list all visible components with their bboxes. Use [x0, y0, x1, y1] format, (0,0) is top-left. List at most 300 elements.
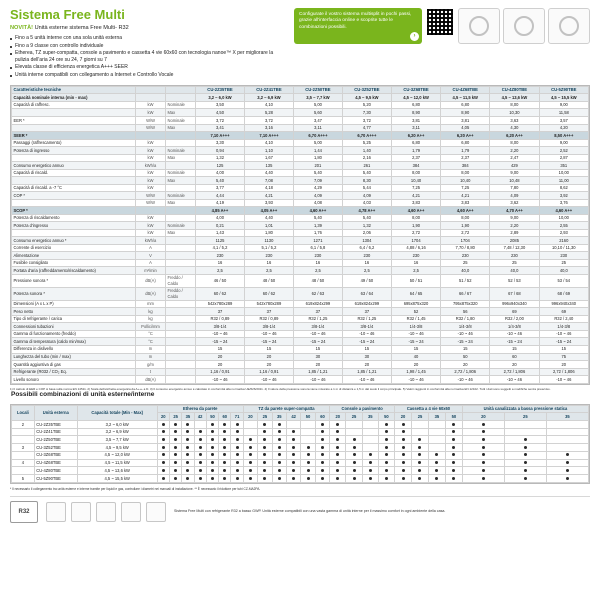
row-label: Potenza sonora * [12, 287, 136, 300]
cell-compat [219, 428, 231, 436]
cell: 7,10 A+++ [196, 132, 245, 140]
compat-dot-icon [223, 430, 226, 433]
row-sub [166, 132, 196, 140]
compat-dot-icon [174, 461, 177, 464]
cell: 4,21 [441, 192, 490, 200]
cell-compat [182, 451, 194, 459]
compat-dot-icon [452, 461, 455, 464]
row-sub [166, 244, 196, 252]
cell: 1,39 [293, 222, 342, 230]
cell-compat [395, 459, 412, 467]
cell: R32 / 0,89 [196, 315, 245, 323]
cell-compat [231, 474, 243, 482]
specifications-table [10, 85, 590, 385]
arrow-right-icon[interactable]: › [410, 32, 419, 41]
footer-text: Sistema Free Multi con refrigerante R32 a basso GWP. Unità esterne compatibili con una vasta gamma di unità interne per il massimo comfort in ogni ambiente della casa. [174, 509, 446, 514]
cell: 384 [391, 162, 440, 170]
compat-dot-icon [482, 477, 485, 480]
cell: 15 [490, 345, 539, 353]
table-row [12, 154, 589, 162]
compat-dot-icon [211, 469, 214, 472]
size-header: 20 [157, 413, 169, 421]
compat-dot-icon [385, 446, 388, 449]
cell-compat [346, 474, 362, 482]
compat-dot-icon [211, 438, 214, 441]
cell-compat [194, 474, 206, 482]
cell: 3,72 [342, 117, 391, 125]
cell-model: CU-3Z52TBE [34, 444, 77, 452]
cell: 6,20 A++ [441, 132, 490, 140]
compat-dot-icon [482, 423, 485, 426]
cell: 40,0 [539, 267, 588, 275]
compat-dot-icon [236, 438, 239, 441]
row-label: EER * [12, 117, 136, 125]
row-sub: Freddo / Caldo [166, 287, 196, 300]
table-row [12, 308, 589, 316]
cell-compat [395, 467, 412, 475]
column-header: CU-5Z90TBE [539, 86, 588, 94]
cell-compat [346, 436, 362, 444]
column-header: CU-3Z68TBE [391, 86, 440, 94]
compat-dot-icon [278, 453, 281, 456]
cell: 8,50 A+++ [539, 132, 588, 140]
row-sub [166, 368, 196, 376]
promo-banner[interactable] [294, 8, 422, 44]
cell-capacity: 3,2 ~ 6,0 kW [77, 421, 157, 429]
cell: 15 [244, 345, 293, 353]
cell-compat [412, 428, 429, 436]
compat-dot-icon [321, 446, 324, 449]
cell-model: CU-5Z90TBE [34, 474, 77, 482]
size-header: 50 [378, 413, 394, 421]
spec-section-title: Caratteristiche tecniche [12, 86, 136, 94]
compat-dot-icon [199, 446, 202, 449]
cell: 3,47 [293, 117, 342, 125]
cell: 69 [539, 308, 588, 316]
cell: 230 [196, 252, 245, 260]
size-header: 20 [330, 413, 346, 421]
cell: 50 [441, 353, 490, 361]
cell-compat [286, 444, 300, 452]
cell: 4,50 [196, 109, 245, 117]
cell-compat [462, 428, 504, 436]
cell: 2,06 [342, 229, 391, 237]
cell: -10 ~ 46 [196, 330, 245, 338]
cell: 1,90 [441, 222, 490, 230]
compat-dot-icon [353, 446, 356, 449]
cell-compat [428, 421, 445, 429]
compat-dot-icon [321, 453, 324, 456]
cell: -10 ~ 46 [293, 330, 342, 338]
row-sub [166, 376, 196, 384]
cell-capacity: 4,5 ~ 15,5 kW [77, 474, 157, 482]
size-header: 25 [504, 413, 546, 421]
cell-compat [182, 467, 194, 475]
compat-dot-icon [186, 469, 189, 472]
compat-dot-icon [186, 430, 189, 433]
cell-compat [182, 436, 194, 444]
cell-compat [286, 459, 300, 467]
cell-compat [286, 421, 300, 429]
compat-dot-icon [524, 461, 527, 464]
cell: -10 ~ 46 [391, 330, 440, 338]
cell: 2,47 [490, 154, 539, 162]
compat-dot-icon [162, 446, 165, 449]
table-row [12, 315, 589, 323]
cell-compat [504, 444, 546, 452]
cell-compat [395, 428, 412, 436]
cell-compat [301, 421, 315, 429]
cell: 4,60 A++ [441, 207, 490, 215]
cell: -10 ~ 46 [342, 376, 391, 384]
cell: 4,00 [196, 169, 245, 177]
cell-compat [286, 428, 300, 436]
cell: 9,00 [539, 139, 588, 147]
cell-compat [445, 474, 462, 482]
cell: 63 / 64 [342, 287, 391, 300]
row-label: Quantità aggiuntiva di gas [12, 361, 136, 369]
cell: 2,52 [539, 147, 588, 155]
cell: -10 ~ 46 [342, 330, 391, 338]
cell: 1,32 [196, 154, 245, 162]
compat-dot-icon [162, 430, 165, 433]
row-sub [166, 259, 196, 267]
cell: 1704 [441, 237, 490, 245]
cell-compat [412, 451, 429, 459]
cell-compat [301, 451, 315, 459]
cell: 52 [391, 308, 440, 316]
cell: 10,40 [391, 177, 440, 185]
cell-compat [258, 459, 272, 467]
cell: 10,40 [441, 177, 490, 185]
cell-compat [301, 459, 315, 467]
spec-notes: 1) Il calcolo di EER e COP si basa sulla norma EN 14511. 2) Scala dell'etichetta energetica da A+++ a D. 3) Il consumo energetico annuo è calcolato in conformità alla normativa UE/626/2011. 4) Il valore della pressione sonora viene misurato a 1 m di distanza e 1,5 m dal suolo il corpo principale. 5) Valori raggiunti in conformità alla normativa EN 12102. Tutti i dati sono soggetti a modifiche senza preavviso. [10, 386, 551, 391]
cell: 230 [441, 252, 490, 260]
cell-compat [546, 436, 588, 444]
cell-compat [194, 428, 206, 436]
compat-dot-icon [321, 430, 324, 433]
compat-dot-icon [336, 446, 339, 449]
cell-compat [504, 467, 546, 475]
cell-compat [462, 421, 504, 429]
cell: 10,00 [539, 169, 588, 177]
compat-dot-icon [199, 453, 202, 456]
cell: -15 ~ 24 [244, 338, 293, 346]
cell-compat [378, 467, 394, 475]
compat-dot-icon [211, 477, 214, 480]
cell: 619x824x299 [293, 300, 342, 308]
row-label: Potenza di riscaldamento [12, 214, 136, 222]
compat-dot-icon [321, 423, 324, 426]
cell-compat [504, 428, 546, 436]
cell-model: CU-3Z68TBE [34, 451, 77, 459]
cell: 3,5 ~ 7,7 kW [293, 94, 342, 102]
row-label: Lunghezza del tubo (min / max) [12, 353, 136, 361]
compat-dot-icon [263, 423, 266, 426]
compat-dot-icon [174, 446, 177, 449]
row-unit: m [136, 353, 166, 361]
compat-dot-icon [292, 461, 295, 464]
cell-compat [157, 459, 169, 467]
cell: 8,90 [391, 109, 440, 117]
compat-dot-icon [482, 430, 485, 433]
cell: 48 / 50 [244, 274, 293, 287]
row-sub [166, 338, 196, 346]
compat-dot-icon [435, 469, 438, 472]
cell: -10 ~ 46 [244, 330, 293, 338]
cell-compat [315, 436, 329, 444]
compat-dot-icon [236, 469, 239, 472]
cell: 66 / 67 [441, 287, 490, 300]
cell-compat [231, 444, 243, 452]
cell: 3,30 [196, 139, 245, 147]
cell: 1,90 [391, 222, 440, 230]
feature-icons [46, 502, 166, 522]
cell-compat [243, 436, 257, 444]
table-row [12, 139, 589, 147]
cell-compat [504, 421, 546, 429]
table-row [12, 338, 589, 346]
compat-dot-icon [223, 446, 226, 449]
cell: 11,00 [539, 177, 588, 185]
cell: R32 / 1,45 [391, 315, 440, 323]
cell-compat [428, 467, 445, 475]
compat-dot-icon [402, 446, 405, 449]
cell-compat [362, 436, 378, 444]
compat-dot-icon [321, 461, 324, 464]
cell: 53 / 54 [539, 274, 588, 287]
cell: 10,10 / 11,30 [539, 244, 588, 252]
cell: 135 [244, 162, 293, 170]
cell: 25 [490, 259, 539, 267]
cell: 1/4-3/8 [391, 323, 440, 331]
table-body [12, 94, 589, 383]
cell: 4,08 [293, 199, 342, 207]
cell: 1/4-3/8 [539, 323, 588, 331]
cell: 5,60 [293, 109, 342, 117]
col-cassetta: Cassetta a 4 vie 60x60 [395, 405, 463, 413]
cell: 15 [391, 345, 440, 353]
qr-code-icon[interactable] [426, 8, 454, 36]
compat-dot-icon [236, 430, 239, 433]
cell-compat [462, 451, 504, 459]
cell: 4,5 ~ 15,5 kW [539, 94, 588, 102]
cell-compat [219, 467, 231, 475]
cell: 2,5 [196, 267, 245, 275]
compat-dot-icon [482, 446, 485, 449]
cell-compat [157, 474, 169, 482]
cell: 261 [342, 162, 391, 170]
cell: 1704 [391, 237, 440, 245]
cell: 3,62 [490, 199, 539, 207]
compat-dot-icon [223, 453, 226, 456]
cell: 4,5 ~ 9,5 kW [342, 94, 391, 102]
cell-compat [157, 444, 169, 452]
table-row [12, 184, 589, 192]
cell: 6,1 / 5,8 [293, 244, 342, 252]
table-row [12, 162, 589, 170]
compat-dot-icon [263, 453, 266, 456]
row-label: Tipo di refrigerante / carica [12, 315, 136, 323]
row-sub [166, 308, 196, 316]
row-unit: kW [136, 177, 166, 185]
cell: 230 [244, 252, 293, 260]
cell: 1/4-3/8 [441, 323, 490, 331]
cell-compat [206, 467, 218, 475]
compat-dot-icon [353, 438, 356, 441]
cell: -15 ~ 24 [293, 338, 342, 346]
compat-dot-icon [385, 423, 388, 426]
cell-compat [315, 444, 329, 452]
cell-compat [546, 451, 588, 459]
cell: 4,19 [196, 199, 245, 207]
cell: R32 / 1,80 [441, 315, 490, 323]
compat-dot-icon [263, 461, 266, 464]
table-row [12, 109, 589, 117]
cell-compat [462, 459, 504, 467]
cell: R32 / 0,89 [244, 315, 293, 323]
row-label: Capacità nominale interna (min - max) [12, 94, 136, 102]
cell-compat [258, 428, 272, 436]
row-sub [166, 361, 196, 369]
compat-dot-icon [307, 446, 310, 449]
cell: 8,30 [342, 177, 391, 185]
cell-compat [330, 451, 346, 459]
table-row [12, 300, 589, 308]
table-row [12, 192, 589, 200]
compat-dot-icon [186, 446, 189, 449]
cell: 20 [391, 361, 440, 369]
compat-dot-icon [263, 446, 266, 449]
compat-dot-icon [418, 453, 421, 456]
compat-dot-icon [199, 430, 202, 433]
table-row [12, 267, 589, 275]
cell: 2160 [539, 237, 588, 245]
cell: 2,5 [342, 267, 391, 275]
cell: 5,00 [293, 101, 342, 109]
cell-capacity: 4,5 ~ 11,5 kW [77, 459, 157, 467]
cell-compat [546, 467, 588, 475]
cell: 20 [196, 361, 245, 369]
cell: 10,48 [490, 177, 539, 185]
cell-compat [330, 428, 346, 436]
compat-dot-icon [353, 453, 356, 456]
compat-dot-icon [566, 469, 569, 472]
cell-compat [504, 436, 546, 444]
cell: 230 [293, 252, 342, 260]
cell-compat [504, 474, 546, 482]
cell: 1/4-3/8 [490, 323, 539, 331]
cell: 996x940x340 [490, 300, 539, 308]
cell: 16 [196, 259, 245, 267]
cell-compat [286, 451, 300, 459]
cell: 4,09 [293, 192, 342, 200]
compat-dot-icon [482, 438, 485, 441]
row-sub [166, 184, 196, 192]
row-unit: mm [136, 300, 166, 308]
cell-model: CU-2Z50TBE [34, 436, 77, 444]
cell: 4,70 A++ [490, 207, 539, 215]
table-header-row [12, 405, 589, 413]
cell-compat [169, 467, 181, 475]
fan-icon [514, 16, 534, 36]
cell: 6,80 [441, 101, 490, 109]
compat-dot-icon [292, 477, 295, 480]
cell: 4,00 [196, 214, 245, 222]
cell-compat [412, 444, 429, 452]
cell-compat [346, 428, 362, 436]
row-unit [136, 132, 166, 140]
cell-compat [272, 436, 286, 444]
size-header: 60 [315, 413, 329, 421]
cell: 8,62 [539, 184, 588, 192]
cell-compat [378, 444, 394, 452]
compat-dot-icon [385, 477, 388, 480]
cell-compat [445, 444, 462, 452]
cell: 15 [539, 345, 588, 353]
cell-compat [258, 467, 272, 475]
table-row [12, 436, 589, 444]
cell-compat [231, 428, 243, 436]
table-row [12, 368, 589, 376]
cell: 4,09 [490, 192, 539, 200]
row-label: SEER * [12, 132, 136, 140]
row-unit: Pollici/mm [136, 323, 166, 331]
compat-dot-icon [385, 430, 388, 433]
cell: 1125 [196, 237, 245, 245]
compat-dot-icon [336, 453, 339, 456]
cell: 1,85 / 1,21 [293, 368, 342, 376]
cell: 30 [342, 353, 391, 361]
cell-compat [546, 474, 588, 482]
combination-table [10, 404, 590, 484]
cell: 230 [391, 252, 440, 260]
cell: 4,10 [244, 101, 293, 109]
compat-dot-icon [186, 461, 189, 464]
column-header: CU-3Z52TBE [342, 86, 391, 94]
table-row [12, 237, 589, 245]
table-row [12, 132, 589, 140]
cell: 429 [490, 162, 539, 170]
cell-compat [445, 421, 462, 429]
cell: 1,40 [342, 147, 391, 155]
compat-dot-icon [278, 438, 281, 441]
cell: R32 / 1,25 [342, 315, 391, 323]
cell: 2,87 [539, 154, 588, 162]
compat-dot-icon [435, 453, 438, 456]
compat-dot-icon [278, 477, 281, 480]
compat-dot-icon [435, 461, 438, 464]
cell: 1,16 / 0,91 [244, 368, 293, 376]
row-unit: kg [136, 315, 166, 323]
cell: 2,16 [342, 154, 391, 162]
cell: -15 ~ 24 [539, 338, 588, 346]
cell: 996x940x340 [539, 300, 588, 308]
cell-compat [219, 436, 231, 444]
cell-compat [272, 428, 286, 436]
compat-dot-icon [385, 438, 388, 441]
compat-dot-icon [162, 469, 165, 472]
compat-dot-icon [186, 438, 189, 441]
cell: 1271 [293, 237, 342, 245]
cell: -15 ~ 24 [196, 338, 245, 346]
compat-dot-icon [321, 477, 324, 480]
row-unit: V [136, 252, 166, 260]
cell: 3,63 [490, 117, 539, 125]
cell: 230 [539, 252, 588, 260]
cell: 5,40 [342, 169, 391, 177]
cell: 1,44 [293, 147, 342, 155]
